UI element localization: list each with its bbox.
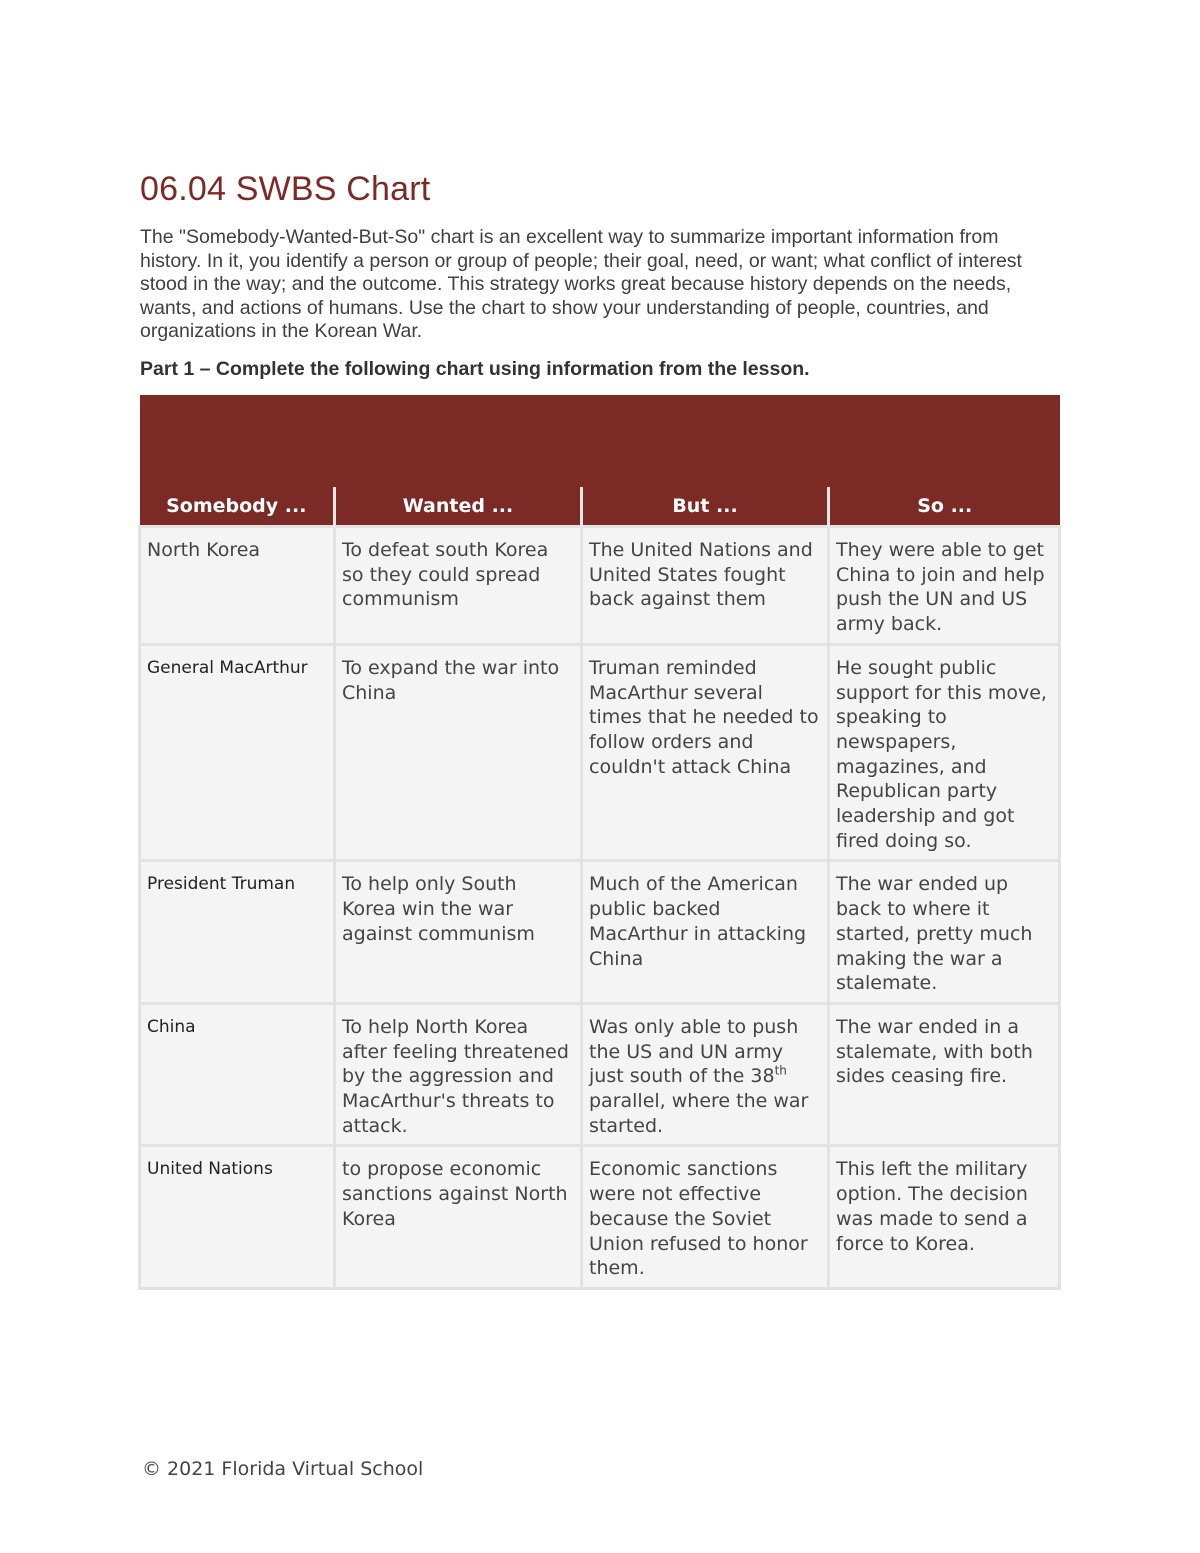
table-row	[140, 644, 1060, 861]
ordinal-suffix: th	[774, 1064, 787, 1079]
cell-somebody: United Nations	[140, 1146, 335, 1289]
cell-somebody: President Truman	[140, 861, 335, 1004]
cell-somebody: China	[140, 1003, 335, 1146]
but-text-start: Was only able to push the US and UN army just south of the 38	[589, 1015, 799, 1088]
cell-wanted: To help North Korea after feeling threatened by the aggression and MacArthur's threats to attack.	[335, 1003, 582, 1146]
table-row	[140, 1146, 1060, 1289]
cell-so: They were able to get China to join and help push the UN and US army back.	[829, 527, 1060, 645]
cell-but: Much of the American public backed MacArthur in attacking China	[582, 861, 829, 1004]
table-row	[140, 1003, 1060, 1146]
cell-wanted: To defeat south Korea so they could spread communism	[335, 527, 582, 645]
cell-somebody: North Korea	[140, 527, 335, 645]
cell-but: The United Nations and United States fought back against them	[582, 527, 829, 645]
but-text-end: parallel, where the war started.	[589, 1090, 809, 1137]
cell-so: This left the military option. The decision was made to send a force to Korea.	[829, 1146, 1060, 1289]
header-so: So ...	[829, 487, 1060, 527]
header-somebody: Somebody ...	[140, 487, 335, 527]
cell-but: Economic sanctions were not effective because the Soviet Union refused to honor them.	[582, 1146, 829, 1289]
header-but: But ...	[582, 487, 829, 527]
header-wanted: Wanted ...	[335, 487, 582, 527]
table-row	[140, 861, 1060, 1004]
cell-but: Truman reminded MacArthur several times that he needed to follow orders and couldn't attack China	[582, 644, 829, 861]
cell-so: The war ended up back to where it started, pretty much making the war a stalemate.	[829, 861, 1060, 1004]
cell-wanted: To help only South Korea win the war against communism	[335, 861, 582, 1004]
swbs-chart	[138, 395, 1061, 1290]
cell-so: The war ended in a stalemate, with both sides ceasing fire.	[829, 1003, 1060, 1146]
cell-so: He sought public support for this move, speaking to newspapers, magazines, and Republican party leadership and got fired doing so.	[829, 644, 1060, 861]
copyright-footer: © 2021 Florida Virtual School	[142, 1458, 424, 1480]
cell-somebody: General MacArthur	[140, 644, 335, 861]
part-heading: Part 1 – Complete the following chart using information from the lesson.	[140, 358, 810, 380]
table-row	[140, 527, 1060, 645]
chart-header-row	[140, 487, 1060, 527]
cell-but	[582, 1003, 829, 1146]
intro-paragraph: The "Somebody-Wanted-But-So" chart is an excellent way to summarize important information from history. In it, you identify a person or group of people; their goal, need, or want; what conflict of interest stood in the way; and the outcome. This strategy works great because history depends on the needs, wants, and actions of humans. Use the chart to show your understanding of people, countries, and organizations in the Korean War.	[140, 226, 1022, 342]
chart-banner	[140, 395, 1060, 487]
cell-wanted: to propose economic sanctions against North Korea	[335, 1146, 582, 1289]
cell-wanted: To expand the war into China	[335, 644, 582, 861]
page-title: 06.04 SWBS Chart	[140, 170, 431, 208]
